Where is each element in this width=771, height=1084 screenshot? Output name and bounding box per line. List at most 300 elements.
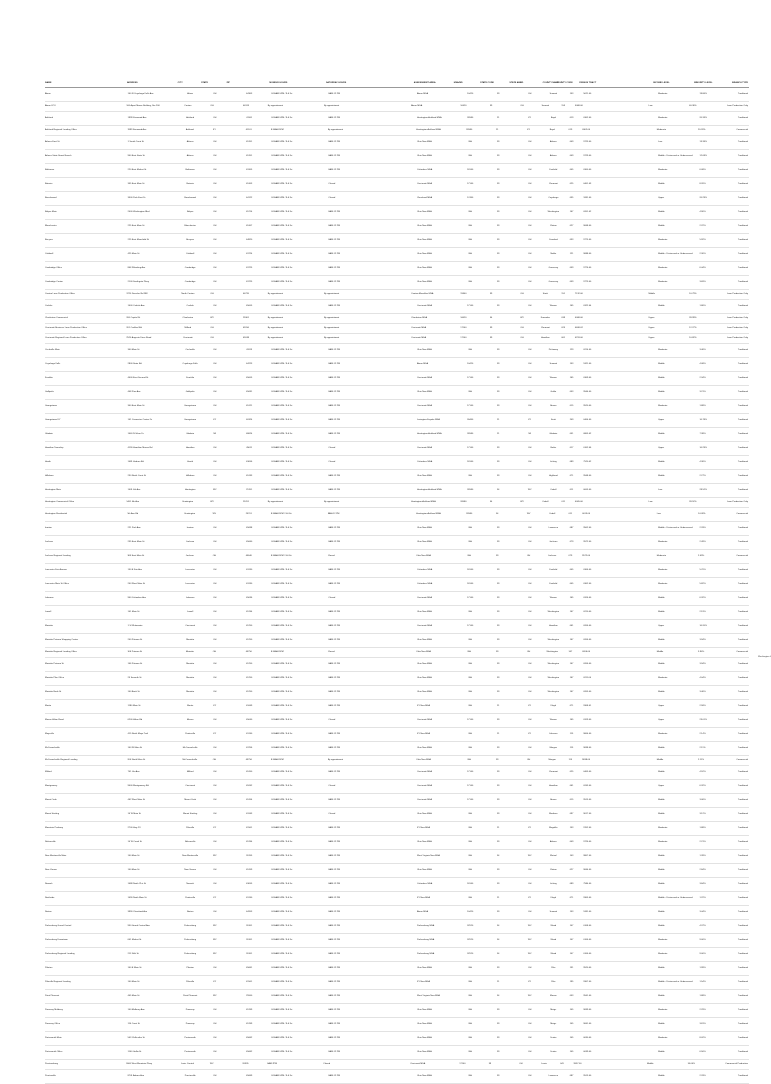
table-cell: 26580 xyxy=(466,129,473,132)
table-cell: 9648.00 xyxy=(583,225,592,228)
table-cell: 54 xyxy=(496,953,500,956)
table-cell: OH xyxy=(213,391,217,394)
table-cell: 200 Putnam St xyxy=(127,639,143,642)
table-cell: Ohio Non-MSA xyxy=(416,253,432,256)
table-cell: Wood xyxy=(550,939,557,942)
table-cell: OH xyxy=(528,253,532,256)
table-cell: OH xyxy=(528,813,532,816)
table-cell: New Vienna xyxy=(184,869,197,872)
table-cell: 8AM-12 PM xyxy=(328,253,340,256)
table-cell: OH xyxy=(213,141,217,144)
table-cell: 8:30AM-5PM / 9-6 Fri xyxy=(271,117,293,120)
table-cell: Ashland xyxy=(186,117,195,120)
table-cell: 8:30AM-5PM / 9-6 Fri xyxy=(271,883,293,886)
table-cell: 3.94% xyxy=(699,663,706,666)
table-cell: Middle xyxy=(658,391,665,394)
table-cell: 8:30AM-5PM / 9-6 Fri xyxy=(271,733,293,736)
table-cell: Middle xyxy=(658,305,665,308)
table-cell: 8AM-12 PM xyxy=(328,967,340,970)
table-cell: 011 xyxy=(561,501,565,504)
table-cell: 25 Seventh St xyxy=(127,677,142,680)
table-cell: Cambridge Office xyxy=(45,267,62,270)
table-cell: 4400 East Second St xyxy=(127,377,149,380)
table-cell: 053 xyxy=(569,391,574,394)
table-cell: NA xyxy=(468,281,472,284)
table-cell: Traditional xyxy=(737,747,749,750)
table-cell: 18140 xyxy=(467,883,474,886)
column-header: BRANCH TYPE xyxy=(732,81,748,84)
table-row xyxy=(45,766,749,780)
table-cell: Moderate xyxy=(658,267,668,270)
table-cell: 3720 Dressler Rd NW xyxy=(126,293,148,296)
table-cell: OH xyxy=(528,883,532,886)
table-cell: Traditional xyxy=(737,855,749,858)
table-cell: WV xyxy=(212,995,217,998)
table-cell: Prestonsburg xyxy=(45,1063,59,1066)
table-cell: Clermont xyxy=(548,771,558,774)
table-cell: 45631 xyxy=(246,391,253,394)
table-cell: Jackson xyxy=(186,541,195,544)
table-cell: 8AM-12 PM xyxy=(328,489,340,492)
table-cell: 0805.02 xyxy=(583,433,592,436)
table-cell: OH xyxy=(526,651,531,654)
table-cell: 0206.00 xyxy=(583,639,592,642)
table-cell: Cincinnati MSA xyxy=(416,597,432,600)
table-cell: NA xyxy=(468,527,472,530)
table-cell: 115 xyxy=(568,759,573,762)
table-cell: Low xyxy=(658,141,663,144)
table-cell: Middle xyxy=(658,461,665,464)
table-cell: 39 xyxy=(496,253,500,256)
table-cell: 39 xyxy=(496,197,500,200)
table-cell: 4.36% xyxy=(699,461,706,464)
table-cell: 39 xyxy=(496,155,500,158)
table-cell: 45714 xyxy=(246,211,253,214)
table-cell: 8:30AM-5PM / 9-6 Fri xyxy=(271,183,293,186)
table-cell: 8:30AM-5PM / 9-6 Fri xyxy=(271,583,293,586)
table-cell: 45750 xyxy=(245,651,252,654)
table-cell: 300 Main St xyxy=(127,349,140,352)
table-cell: 9604.00 xyxy=(583,733,592,736)
table-cell: By appointment xyxy=(323,337,340,340)
table-cell: Traditional xyxy=(737,883,749,886)
table-cell: 8AM-12 PM xyxy=(328,433,340,436)
table-cell: 9639.00 xyxy=(583,1009,592,1012)
table-cell: 1 S Whitewater xyxy=(127,625,143,628)
table-row xyxy=(45,742,749,756)
table-cell: 8AM-12 PM xyxy=(328,405,340,408)
table-row xyxy=(45,920,749,934)
table-cell: 44203 xyxy=(246,911,253,914)
table-cell: 8:30AM-5PM / 9-6 Fri xyxy=(271,253,293,256)
table-cell: 43130 xyxy=(246,583,253,586)
table-cell: Lancaster Main St Office xyxy=(45,583,69,586)
table-cell: 40.36% xyxy=(689,105,697,108)
table-cell: 8:30AM-5PM / 9-6 Fri xyxy=(271,1009,293,1012)
table-cell: OH xyxy=(528,1075,532,1078)
table-cell: NA xyxy=(468,211,472,214)
table-cell: OH xyxy=(528,799,532,802)
table-cell: Traditional xyxy=(737,281,749,284)
table-cell: 39 xyxy=(496,93,500,96)
table-cell: Morgan xyxy=(548,759,556,762)
table-cell: 3.84% xyxy=(699,883,706,886)
table-cell: Traditional xyxy=(737,897,749,900)
table-cell: KY xyxy=(528,827,532,830)
table-cell: 100 E Main St xyxy=(127,967,142,970)
table-cell: Traditional xyxy=(737,391,749,394)
table-cell: Middle xyxy=(658,611,665,614)
table-cell: 20.33% xyxy=(698,129,706,132)
table-cell: 39 xyxy=(496,1075,500,1078)
table-cell: Pike xyxy=(551,967,556,970)
table-cell: Kanawha xyxy=(540,317,550,320)
table-cell: 025 xyxy=(569,183,574,186)
table-cell: 8AM-12 PM xyxy=(328,733,340,736)
table-cell: 035 xyxy=(569,197,574,200)
table-cell: 8AM-12 PM xyxy=(328,639,340,642)
table-cell: 8:30AM-5PM / 9-6 Fri xyxy=(271,527,293,530)
table-cell: 3.69% xyxy=(699,281,706,284)
table-cell: 8:30AM-5PM / 9-6 Fri xyxy=(271,967,293,970)
table-cell: NA xyxy=(467,759,471,762)
table-cell: 39 xyxy=(496,663,500,666)
table-cell: Pikeville xyxy=(186,827,195,830)
table-cell: 8AM-12 PM xyxy=(328,953,340,956)
table-row xyxy=(45,990,749,1004)
table-cell: By appointment xyxy=(267,501,283,504)
table-cell: Columbus MSA xyxy=(416,169,433,172)
table-cell: Marietta Putnam St xyxy=(45,663,64,666)
table-cell: Athens xyxy=(549,141,557,144)
table-cell: 39 xyxy=(489,327,493,330)
table-cell: 41101 xyxy=(246,117,253,120)
table-cell: Summit xyxy=(549,363,558,366)
table-cell: 167 xyxy=(569,211,574,214)
table-cell: Canton-Massillon MSA xyxy=(411,293,434,296)
table-row xyxy=(45,484,749,498)
table-cell: Closed xyxy=(327,555,335,558)
table-cell: 45103 xyxy=(246,183,253,186)
table-row xyxy=(45,276,749,290)
table-cell: 8AM-7PM xyxy=(267,1063,277,1066)
table-cell: 0219.00 xyxy=(574,337,583,340)
table-cell: OH xyxy=(213,1075,217,1078)
table-cell: OH xyxy=(528,239,532,242)
table-cell: 45154 xyxy=(246,799,253,802)
table-cell: Upper xyxy=(658,419,665,422)
table-cell: Parkersburg Downtown xyxy=(45,939,68,942)
table-row xyxy=(45,498,749,508)
table-cell: 39 xyxy=(496,305,500,308)
table-cell: 8:30AM-5PM / 9-6 Fri xyxy=(271,705,293,708)
table-cell: 9638.00 xyxy=(582,759,591,762)
table-cell: 8:30AM-5PM / 9-6 Fri xyxy=(271,349,293,352)
table-cell: NA xyxy=(468,239,472,242)
table-cell: 8AM-12 PM xyxy=(328,225,340,228)
table-cell: Middle xyxy=(658,1023,665,1026)
table-cell: Ohio Non-MSA xyxy=(416,747,432,750)
table-cell: 18140 xyxy=(467,461,474,464)
table-cell: 17140 xyxy=(467,183,474,186)
table-cell: Middle xyxy=(658,211,665,214)
table-cell: 17140 xyxy=(467,377,474,380)
table-cell: 8AM-12 PM xyxy=(328,267,340,270)
table-cell: 45005 xyxy=(246,305,253,308)
table-cell: 0108.00 xyxy=(583,925,592,928)
table-cell: Mount Orab xyxy=(45,799,57,802)
table-cell: Charleston xyxy=(182,317,194,320)
table-cell: Georgetown KY xyxy=(45,419,61,422)
table-cell: 3.12% xyxy=(699,813,706,816)
table-cell: 1999 Kenwood Ave xyxy=(127,129,147,132)
table-cell: OH xyxy=(213,771,217,774)
table-cell: Fairfield xyxy=(549,583,558,586)
table-cell: Cincinnati MSA xyxy=(416,183,432,186)
table-cell: OH xyxy=(213,677,217,680)
table-cell: OH xyxy=(213,281,217,284)
table-cell: Carlisle xyxy=(45,305,53,308)
table-row xyxy=(45,606,749,620)
table-row xyxy=(45,136,749,150)
table-cell: OH xyxy=(213,305,217,308)
table-cell: 145 xyxy=(569,1037,574,1040)
table-cell: Traditional xyxy=(737,461,749,464)
table-cell: 8AM-12 PM xyxy=(328,625,340,628)
table-cell: 8:30AM-5PM / 9-6 Fri xyxy=(271,267,293,270)
table-cell: Closed xyxy=(328,813,336,816)
table-cell: WV xyxy=(527,995,532,998)
table-cell: 8:30AM-5PM / 9-6 Fri xyxy=(271,953,293,956)
table-cell: By appointment xyxy=(267,337,283,340)
table-cell: 39 xyxy=(496,405,500,408)
table-cell: NA xyxy=(468,747,472,750)
table-cell: 8:30AM-5PM / 9-6 Fri xyxy=(271,305,293,308)
table-row xyxy=(45,102,749,112)
table-cell: 39 xyxy=(496,211,500,214)
table-cell: 45242 xyxy=(246,785,253,788)
table-cell: 39 xyxy=(496,883,500,886)
table-cell: 027 xyxy=(569,225,574,228)
table-cell: Montgomery xyxy=(45,785,58,788)
table-cell: OH xyxy=(213,841,217,844)
table-cell: 17140 xyxy=(467,405,474,408)
table-cell: KY xyxy=(528,117,532,120)
table-cell: Traditional xyxy=(737,995,749,998)
table-cell: NA xyxy=(468,475,472,478)
table-cell: 8AM-12 PM xyxy=(328,1037,340,1040)
table-cell: Traditional xyxy=(737,211,749,214)
table-row xyxy=(45,1060,749,1070)
table-cell: Ohio Non-MSA xyxy=(416,869,432,872)
table-cell: OH xyxy=(212,555,217,558)
table-cell: 10 W Canal St xyxy=(127,841,142,844)
table-cell: Commercial xyxy=(736,651,749,654)
table-cell: Huntington xyxy=(184,513,196,516)
table-cell: Middle xyxy=(658,183,665,186)
table-cell: WV xyxy=(212,925,217,928)
table-row xyxy=(45,428,749,442)
table-cell: 8:30AM-5PM / 9-6 Fri xyxy=(271,841,293,844)
table-cell: Portsmouth Main xyxy=(45,1037,62,1040)
table-cell: 8:30AM-5PM / 9-6 Fri xyxy=(271,447,293,450)
table-row xyxy=(45,850,749,864)
table-cell: Summit xyxy=(541,105,550,108)
table-cell: 18140 xyxy=(467,583,474,586)
table-cell: 6.08% xyxy=(699,169,706,172)
table-cell: KY xyxy=(213,705,217,708)
table-cell: 8AM-12 PM xyxy=(328,117,340,120)
table-row xyxy=(45,206,749,220)
table-cell: 39 xyxy=(496,1023,500,1026)
table-cell: Athens East St xyxy=(45,141,60,144)
table-cell: 097 xyxy=(569,813,574,816)
table-cell: Closed xyxy=(328,719,336,722)
table-cell: 2000 Washington Blvd xyxy=(127,211,150,214)
table-cell: Traditional xyxy=(737,813,749,816)
table-cell: 107 xyxy=(569,939,574,942)
table-cell: 8AM-12 PM xyxy=(328,211,340,214)
table-cell: Cuyahoga Falls xyxy=(182,363,198,366)
table-cell: 129 xyxy=(569,349,574,352)
table-cell: Madison xyxy=(549,813,558,816)
table-cell: 8AM-12 PM xyxy=(327,513,340,516)
table-cell: Nelsonville xyxy=(45,841,56,844)
table-cell: OH xyxy=(210,105,214,108)
table-cell: NA xyxy=(468,611,472,614)
table-cell: 225 East Mansfield St xyxy=(127,239,149,242)
table-cell: 9776.00 xyxy=(583,267,592,270)
table-cell: NA xyxy=(468,267,472,270)
table-cell: 45764 xyxy=(246,841,253,844)
table-cell: Carlisle xyxy=(186,305,194,308)
table-cell: Proctorville xyxy=(45,1075,56,1078)
table-cell: 0008.00 xyxy=(574,317,583,320)
table-cell: Hamilton Township xyxy=(45,447,64,450)
table-cell: 8.02% xyxy=(699,1037,706,1040)
table-cell: 41240 xyxy=(246,897,253,900)
table-cell: Upper xyxy=(648,327,655,330)
table-cell: OH xyxy=(213,169,217,172)
table-cell: Ohio Non-MSA xyxy=(416,813,432,816)
table-cell: 0201.02 xyxy=(583,211,592,214)
table-cell: 9308.01 xyxy=(583,705,592,708)
table-cell: Ohio Non-MSA xyxy=(416,225,432,228)
table-cell: 44122 xyxy=(246,197,253,200)
table-cell: 48624 xyxy=(246,433,253,436)
table-cell: 8:30AM-5PM / 9-6 Fri xyxy=(271,197,293,200)
table-cell: 059 xyxy=(569,281,574,284)
table-cell: By appointment xyxy=(267,327,283,330)
table-cell: Proctorville xyxy=(184,1075,196,1078)
table-cell: OH xyxy=(528,719,532,722)
table-cell: 17140 xyxy=(467,799,474,802)
table-cell: Traditional xyxy=(737,1009,749,1012)
table-cell: 9017.00 xyxy=(583,813,592,816)
table-cell: 17140 xyxy=(467,771,474,774)
table-cell: 041 xyxy=(560,1063,564,1066)
table-cell: Huntington xyxy=(184,489,196,492)
table-cell: 6200 Hilton Rd xyxy=(127,719,143,722)
table-cell: Pikeville Regional Lending xyxy=(45,981,71,984)
table-cell: OH xyxy=(528,1037,532,1040)
table-cell: 8AM-12 PM xyxy=(328,995,340,998)
table-cell: 44720 xyxy=(242,293,250,296)
table-cell: NA xyxy=(468,869,472,872)
table-cell: Lowell xyxy=(45,611,52,614)
table-cell: Huntington-Ashland MSA xyxy=(416,433,442,436)
table-cell: Traditional xyxy=(737,1037,749,1040)
column-header: MINORITY LEVEL xyxy=(694,81,713,84)
table-cell: By appointment xyxy=(323,317,340,320)
table-cell: Traditional xyxy=(737,253,749,256)
table-cell: Mount Sterling xyxy=(45,813,60,816)
table-cell: 8:30AM-5PM / 9-6 Fri xyxy=(271,677,293,680)
table-cell: 1401 4th Ave xyxy=(127,489,141,492)
table-cell: Middle - Distressed or Underserved xyxy=(658,253,693,256)
table-cell: NA xyxy=(468,639,472,642)
table-cell: 43725 xyxy=(246,267,253,270)
column-header: INCOME LEVEL xyxy=(653,81,670,84)
table-cell: McConnelsville xyxy=(182,759,198,762)
table-cell: Northside xyxy=(45,897,55,900)
column-header: STATE CODE xyxy=(480,81,494,84)
table-cell: OH xyxy=(213,785,217,788)
table-cell: Paintsville xyxy=(185,897,196,900)
table-cell: Mason xyxy=(550,995,557,998)
table-cell: 8:30AM-5PM / 9-6 Fri xyxy=(271,225,293,228)
table-cell: Ohio Non-MSA xyxy=(416,663,432,666)
table-cell: 4.37% xyxy=(699,925,706,928)
table-cell: 167 xyxy=(569,611,574,614)
table-cell: Moderate xyxy=(658,1037,668,1040)
table-cell: By appointment xyxy=(327,129,344,132)
table-cell: Huntington-Ashland MSA xyxy=(416,513,441,516)
table-cell: 1.88% xyxy=(699,995,706,998)
table-cell: 39 xyxy=(496,1051,500,1054)
table-cell: 045 xyxy=(569,583,574,586)
table-cell: 17140 xyxy=(467,305,474,308)
table-cell: KY xyxy=(528,733,532,736)
table-cell: Wood xyxy=(550,953,557,956)
table-cell: 9305.00 xyxy=(583,897,592,900)
table-cell: 43055 xyxy=(246,883,253,886)
table-cell: Moderate xyxy=(658,169,668,172)
table-cell: 43725 xyxy=(246,281,253,284)
table-cell: Akron MSA xyxy=(416,363,429,366)
table-cell: 41501 xyxy=(246,981,253,984)
table-cell: NA xyxy=(467,651,471,654)
table-cell: KY xyxy=(213,827,217,830)
table-cell: 25301 xyxy=(242,317,250,320)
table-cell: 100 N Cuyahoga Falls Ave xyxy=(127,93,154,96)
table-cell: Huntington Commercial Office xyxy=(45,501,75,504)
table-row xyxy=(45,780,749,794)
table-cell: 2.30% xyxy=(699,253,706,256)
table-cell: 225 East Main St xyxy=(127,225,145,228)
column-header: MSA/MD xyxy=(453,81,463,84)
table-row xyxy=(45,442,749,456)
table-cell: Pickaway xyxy=(548,349,558,352)
table-cell: 0322.04 xyxy=(583,305,592,308)
table-cell: Upper xyxy=(658,625,665,628)
table-cell: Closed xyxy=(328,461,336,464)
table-cell: OH xyxy=(528,475,532,478)
table-cell: Charleston MSA xyxy=(411,317,428,320)
table-row xyxy=(45,836,749,850)
table-cell: 7520.02 xyxy=(583,461,592,464)
table-cell: 153 xyxy=(569,911,574,914)
